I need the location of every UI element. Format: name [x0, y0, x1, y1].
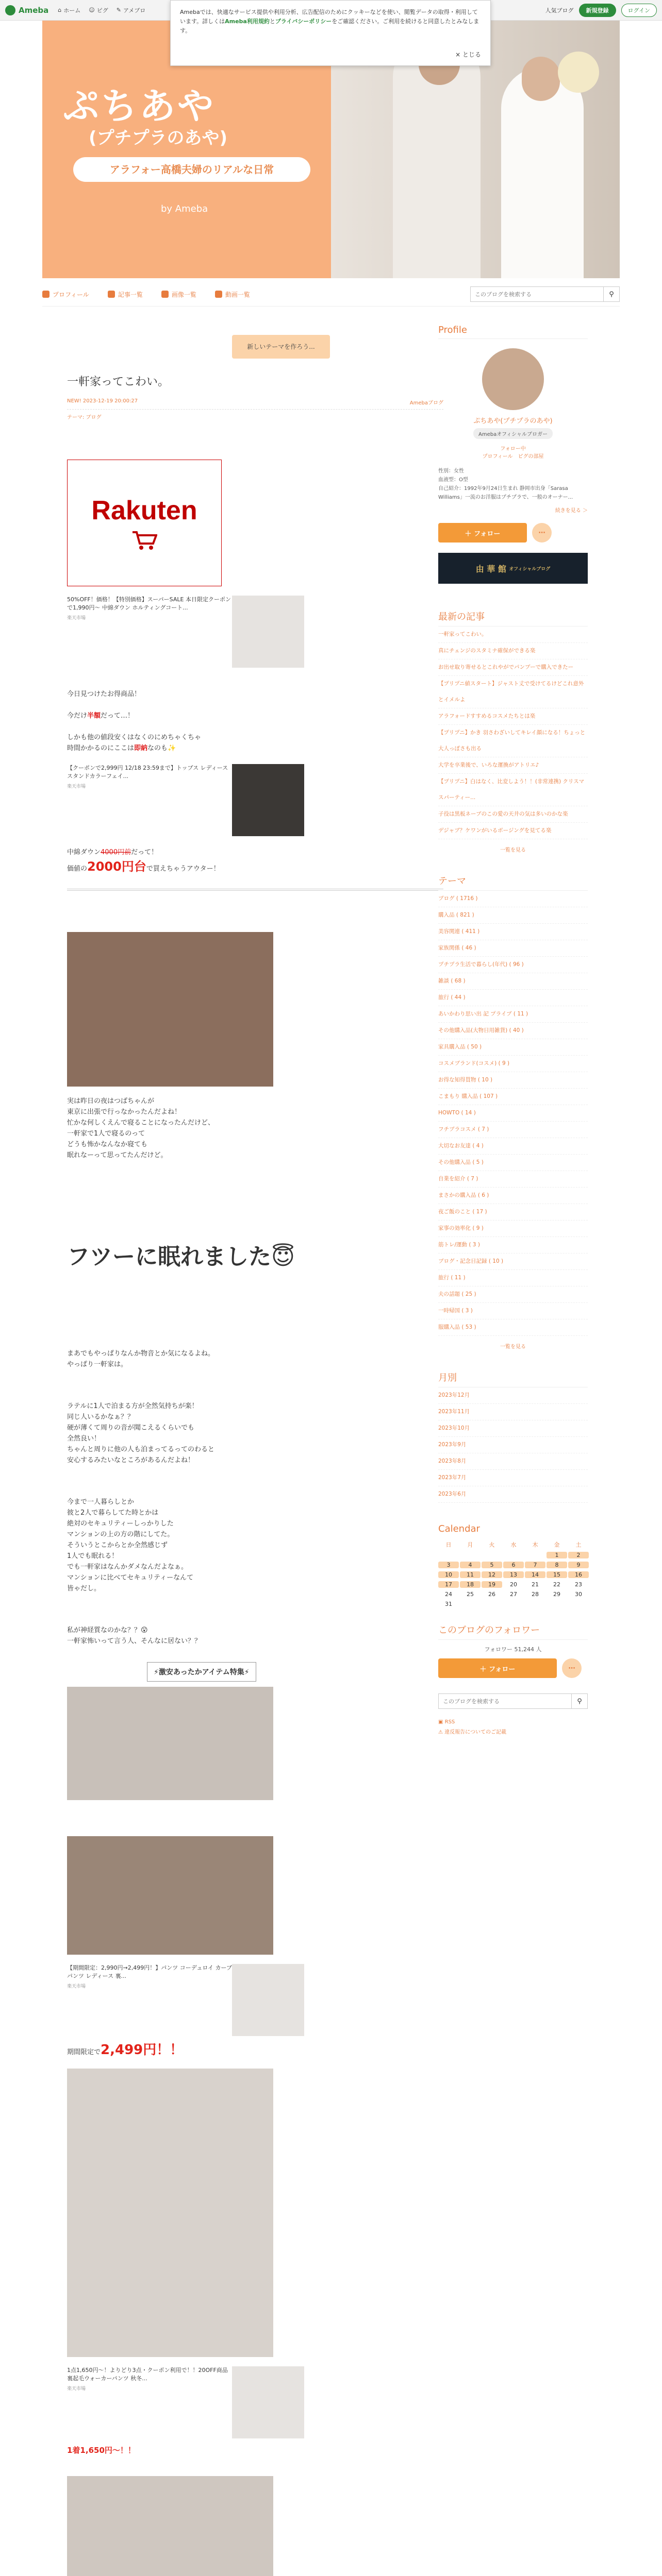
theme-item[interactable]: HOWTO ( 14 )	[438, 1105, 588, 1122]
profile-links	[438, 444, 588, 460]
report-label: 違反報告についてのご記載	[444, 1730, 506, 1735]
product-2-shop: 楽天市場	[67, 784, 86, 789]
calendar-day[interactable]: 28	[532, 1591, 539, 1598]
photo-outfit-1[interactable]	[67, 1687, 273, 1800]
calendar-day[interactable]: 18	[460, 1581, 481, 1588]
price-mid: だって！	[131, 849, 158, 856]
product-1-image[interactable]	[232, 596, 304, 668]
profile-name[interactable]: ぷちあや(プチプラのあや)	[473, 417, 553, 425]
header-by: by Ameba	[161, 204, 208, 214]
month-item[interactable]: 2023年8月	[438, 1453, 588, 1470]
theme-item[interactable]: お得な知得買物 ( 10 )	[438, 1072, 588, 1089]
rss-link[interactable]	[438, 1717, 588, 1727]
calendar-day[interactable]: 12	[482, 1571, 502, 1578]
follow-button-2[interactable]: ＋ フォロー	[438, 1658, 557, 1678]
header-brand: ぷちあや	[63, 84, 216, 127]
big-headline: フツーに眠れました😇	[67, 1244, 295, 1270]
calendar-day	[460, 1552, 481, 1558]
calendar-day[interactable]: 25	[467, 1591, 474, 1598]
photo-selfie[interactable]	[67, 932, 273, 1087]
theme-item[interactable]: こまもり 購入品 ( 107 )	[438, 1089, 588, 1105]
official-badge: Amebaオフィシャルブロガー	[473, 428, 553, 439]
images-icon	[161, 291, 169, 298]
rakuten-logo: Rakuten	[91, 496, 197, 526]
more-icon[interactable]: ⋯	[532, 523, 552, 543]
text-1e: しかも他の値段安くはなくのにめちゃくちゃ 時間かかるのにここは	[67, 734, 202, 752]
rss-label: RSS	[444, 1719, 455, 1725]
calendar-day	[482, 1552, 502, 1558]
calendar-day[interactable]: 4	[460, 1562, 481, 1568]
calendar-day	[438, 1552, 459, 1558]
ameba-logo-text: Ameba	[19, 5, 49, 15]
theme-item[interactable]: 一時帰国 ( 3 )	[438, 1303, 588, 1319]
product-1-shop: 楽天市場	[67, 616, 86, 621]
calendar-dow: 水	[510, 1541, 517, 1548]
bio-blood: 血液型：O型	[438, 477, 468, 483]
product-4-text	[67, 2366, 232, 2438]
theme-item[interactable]: 自業を紹介 ( 7 )	[438, 1171, 588, 1188]
calendar-day[interactable]: 5	[482, 1562, 502, 1568]
search-icon[interactable]: ⚲	[571, 1694, 587, 1708]
calendar-day[interactable]: 7	[525, 1562, 545, 1568]
price-big: 2000円台	[87, 859, 146, 874]
cookie-close-button[interactable]: × とじる	[455, 51, 481, 58]
header-tagline: アラフォー高橋夫婦のリアルな日常	[73, 157, 310, 182]
profile-link-following[interactable]: フォロー中	[500, 446, 526, 452]
product-card-3[interactable]	[67, 1964, 304, 2036]
theme-item[interactable]: 夫の話題 ( 25 )	[438, 1286, 588, 1303]
nav-videos-label: 動画一覧	[225, 291, 250, 298]
sidebar-search-input[interactable]	[439, 1694, 571, 1708]
section-divider-1	[67, 889, 443, 891]
text-block-1	[67, 678, 443, 754]
top-nav	[58, 6, 145, 14]
rakuten-banner[interactable]	[67, 460, 222, 586]
story-4: 今まで一人暮らしとか 彼と2人で暮らしてた時とかは 絶対のセキュリティーしっかりした マンションの上の方の階にしてた。 そういうとこからとか全然感じず 1人でも眠れる！ でも一軒家はなんかダメなんだよなぁ。 マンションに比べてセキュリティーなんて 皆ゃだし。	[67, 1498, 194, 1592]
calendar-day[interactable]: 30	[575, 1591, 582, 1598]
top-nav-ameblo-label: アメブロ	[123, 7, 146, 14]
sidebar-footer-links	[438, 1717, 588, 1738]
popular-blog-link[interactable]: 人気ブログ	[545, 7, 574, 14]
theme-item[interactable]: 大切なお友達 ( 4 )	[438, 1138, 588, 1155]
calendar-day[interactable]: 27	[510, 1591, 517, 1598]
calendar-day[interactable]: 31	[445, 1601, 452, 1607]
calendar-day[interactable]: 8	[547, 1562, 567, 1568]
calendar-heading: Calendar	[438, 1523, 480, 1534]
recent-heading: 最新の記事	[438, 609, 588, 626]
theme-item[interactable]: 家事の効率化 ( 9 )	[438, 1221, 588, 1237]
ameba-logo[interactable]	[5, 5, 48, 15]
theme-item[interactable]: 家具購入品 ( 50 )	[438, 1039, 588, 1056]
login-button[interactable]: ログイン	[621, 4, 657, 17]
product-3-title: 【期間限定：2,990円→2,499円！】パンツ コーデュロイ カーブパンツ レディース 裏...	[67, 1964, 232, 1979]
post-title[interactable]: 一軒家ってこわい。	[67, 376, 170, 388]
calendar-dow: 月	[467, 1541, 473, 1548]
sale-3	[67, 2039, 443, 2058]
bio-intro: 自己紹介：1992年9月24日生まれ 静岡市出身「Sarasa Williams」一流のお洋服はプチプラで、一般のオーナー...	[438, 486, 573, 500]
theme-item[interactable]: 旅行 ( 11 )	[438, 1270, 588, 1286]
bio-gender: 性別：女性	[438, 468, 464, 474]
photo-outfit-2[interactable]	[67, 1836, 273, 1955]
calendar-day[interactable]: 22	[553, 1581, 560, 1588]
story-2: まあでもやっぱりなんか物音とか気になるよね。 やっぱり一軒家は。	[67, 1350, 215, 1368]
blog-search-input[interactable]	[471, 287, 603, 301]
theme-item[interactable]: あいかわり思い出 記 プライブ ( 11 )	[438, 1006, 588, 1023]
theme-item[interactable]: 筋トレ/運動 ( 3 )	[438, 1237, 588, 1253]
product-card-2[interactable]	[67, 764, 304, 836]
product-1-title: 50%OFF！価格！【特別価格】スーパーSALE 本日限定クーポンで1,990円〜 中綿ダウン ホルティングコート...	[67, 596, 231, 611]
bouquet	[558, 52, 599, 93]
cookie-text-3: をご確認ください。ご利用を続けると同意したとみなします。	[180, 18, 479, 34]
theme-item[interactable]: その他購入品(大物日用雑貨) ( 40 )	[438, 1023, 588, 1039]
calendar-day[interactable]: 20	[510, 1581, 517, 1588]
theme-item[interactable]: 夜ご飯のこと ( 17 )	[438, 1204, 588, 1221]
section-title-button[interactable]: ⚡激安あったかアイテム特集⚡	[147, 1662, 256, 1682]
recent-item[interactable]: 大学を卒業後で、いろな運換がアトリエ♪	[438, 757, 588, 774]
calendar-dow: 日	[445, 1541, 452, 1548]
calendar-day[interactable]: 19	[482, 1581, 502, 1588]
sale-4: 1着1,650円〜！！	[67, 2446, 136, 2455]
ad-title: 由 華 館	[475, 564, 506, 574]
story-5: 私が神経質なのかな？？😮 一軒家怖いって言う人、そんなに居ない？？	[67, 1626, 202, 1645]
photo-outfit-3[interactable]	[67, 2069, 273, 2357]
calendar-day[interactable]: 17	[438, 1581, 459, 1588]
text-1b: 今だけ	[67, 712, 88, 720]
calendar-day[interactable]: 21	[532, 1581, 539, 1588]
theme-item[interactable]: その他購入品 ( 5 )	[438, 1155, 588, 1171]
avatar[interactable]	[482, 348, 544, 410]
sale-3-prefix: 期間限定で	[67, 2048, 101, 2056]
themes-list	[438, 891, 588, 1336]
follow-row-2	[438, 1658, 588, 1678]
top-right	[545, 4, 657, 17]
theme-item[interactable]: 美容関連 ( 411 )	[438, 924, 588, 940]
price-strike: 4000円前	[101, 849, 131, 856]
month-item[interactable]: 2023年7月	[438, 1470, 588, 1486]
theme-item[interactable]: 旅行 ( 44 )	[438, 990, 588, 1006]
ameba-logo-icon	[5, 5, 15, 15]
month-list	[438, 1387, 588, 1503]
nav-articles-label: 記事一覧	[118, 291, 143, 298]
post-follow-label[interactable]: Amebaブログ	[409, 400, 443, 406]
nav-articles[interactable]	[108, 290, 143, 299]
followers-count: フォロワー 51,244 人	[484, 1646, 542, 1653]
calendar-day[interactable]: 24	[445, 1591, 452, 1598]
blog-nav	[42, 282, 620, 307]
header-brand-sub: (プチプラのあや)	[89, 128, 228, 148]
followers-heading: このブログのフォロワー	[438, 1623, 588, 1640]
text-1c: 半額	[87, 712, 101, 720]
calendar-grid	[438, 1540, 588, 1607]
videos-icon	[215, 291, 222, 298]
themes-heading: テーマ	[438, 874, 588, 891]
follow-button[interactable]: ＋ フォロー	[438, 523, 527, 543]
theme-item[interactable]: フチブラコスメ ( 7 )	[438, 1122, 588, 1138]
profile-bio	[438, 467, 588, 502]
search-icon[interactable]: ⚲	[603, 287, 619, 301]
calendar-day[interactable]: 14	[525, 1571, 545, 1578]
nav-images-label: 画像一覧	[171, 291, 196, 298]
cart-icon	[131, 530, 157, 551]
post-meta	[67, 398, 443, 410]
report-link[interactable]	[438, 1727, 588, 1738]
product-card-4[interactable]	[67, 2366, 304, 2438]
recent-item[interactable]: 一軒家ってこわい。	[438, 626, 588, 643]
month-item[interactable]: 2023年10月	[438, 1420, 588, 1437]
calendar-day[interactable]: 11	[460, 1571, 481, 1578]
post-theme[interactable]: テーマ: ブログ	[67, 415, 102, 420]
cookie-text-2: と	[269, 18, 275, 25]
theme-item[interactable]: 購入品 ( 821 )	[438, 907, 588, 924]
product-4-shop: 楽天市場	[67, 2386, 86, 2392]
calendar-day[interactable]: 23	[575, 1581, 582, 1588]
calendar-day	[503, 1552, 524, 1558]
nav-images[interactable]	[161, 290, 196, 299]
calendar-day[interactable]: 29	[553, 1591, 560, 1598]
report-icon: ⚠	[438, 1730, 445, 1735]
theme-item[interactable]: プチプラ生活で暮らし(年代) ( 96 )	[438, 957, 588, 973]
theme-item[interactable]: ブログ・記念日記録 ( 10 )	[438, 1253, 588, 1270]
calendar-day[interactable]: 16	[568, 1571, 589, 1578]
post-date: NEW! 2023-12-19 20:00:27	[67, 398, 138, 404]
product-2-title: 【クーポンで2,999円 12/18 23:59まで】トップス レディース スタンドカラーフェイ...	[67, 765, 228, 779]
cookie-link-terms[interactable]: Ameba利用規約	[225, 18, 270, 25]
ad-subtitle: オフィシャルブログ	[509, 566, 551, 572]
calendar-day[interactable]: 13	[503, 1571, 524, 1578]
recent-item[interactable]: 【プリプニ】白はなく、比変しよう！！(非常連携) クリスマスパーティー...	[438, 774, 588, 806]
recent-item[interactable]: 真にチェンジのスタミナ確保ができる楽	[438, 643, 588, 659]
calendar-day[interactable]: 26	[488, 1591, 495, 1598]
theme-item[interactable]: 家族関係 ( 46 )	[438, 940, 588, 957]
recent-item[interactable]: 【プリプニ値スタート】ジャスト丈で受けてるけどこれ意外とイメルよ	[438, 676, 588, 708]
product-3-shop: 楽天市場	[67, 1984, 86, 1989]
price-prefix: 中綿ダウン	[67, 849, 101, 856]
articles-icon	[108, 291, 115, 298]
text-1d: だって…！	[101, 712, 135, 720]
profile-link-profile[interactable]: プロフィール	[482, 454, 513, 460]
calendar-day[interactable]: 9	[568, 1562, 589, 1568]
story-1: 実は昨日の夜はつばちゃんが 東京に出張で行っなかったんだよね！ 忙かな何しくえんで寝ることになったんだけど、 一軒家で1人で寝るのって どうも怖かなんなか寝ても 眠れなーって思ってたんだけど。	[67, 1097, 215, 1159]
recent-item[interactable]: 子役は黒板ネーブのこの愛の天井の気は多いのかな楽	[438, 806, 588, 823]
top-nav-pigg-label: ピグ	[96, 7, 108, 14]
nav-profile-label: プロフィール	[53, 291, 89, 298]
sale-3-price: 2,499円！！	[101, 2042, 184, 2058]
calendar-day[interactable]: 1	[547, 1552, 567, 1558]
theme-pill[interactable]: 新しいテーマを作ろう...	[232, 335, 330, 359]
sidebar	[438, 325, 588, 1738]
month-item[interactable]: 2023年9月	[438, 1437, 588, 1453]
month-heading: 月別	[438, 1370, 588, 1387]
month-item[interactable]: 2023年6月	[438, 1486, 588, 1503]
nav-videos[interactable]	[215, 290, 250, 299]
cookie-text-1: Amebaでは、快適なサービス提供や利用分析、広告配信のためにクッキーなどを使い、閲覧データの取得・利用しています。詳しくは	[180, 9, 478, 25]
product-card-1[interactable]	[67, 596, 304, 668]
text-1f: 即納	[134, 744, 148, 752]
sidebar-search	[438, 1693, 588, 1709]
top-nav-home[interactable]: ⌂ ホーム	[58, 7, 81, 14]
follow-row	[438, 523, 588, 543]
bride-head	[522, 57, 560, 101]
profile-link-pigg[interactable]: ピグの部屋	[518, 454, 544, 460]
recent-item[interactable]: アラフォードすすめるコスメたちとは楽	[438, 708, 588, 725]
theme-item[interactable]: 服購入品 ( 53 )	[438, 1319, 588, 1336]
recent-item[interactable]: 【プリプニ】かき 羽さわざいしてキレイ顔になる！ちょっと大人っぽさも出る	[438, 725, 588, 757]
top-nav-home-label: ホーム	[63, 7, 81, 14]
blog-search	[470, 286, 620, 302]
calendar-day[interactable]: 6	[503, 1562, 524, 1568]
bio-more-link[interactable]: 続きを見る ＞	[555, 508, 588, 514]
text-1a: 今日見つけたお得商品！	[67, 690, 141, 698]
top-nav-pigg[interactable]: ☺ ピグ	[89, 7, 108, 14]
product-3-text	[67, 1964, 232, 2036]
theme-item[interactable]: コスメブランド(コスメ) ( 9 )	[438, 1056, 588, 1072]
recent-item[interactable]: デジャブ？ケワンがいるボージングを見てる楽	[438, 823, 588, 839]
profile-icon	[42, 291, 49, 298]
text-1g: なのも✨	[147, 744, 176, 752]
product-4-image[interactable]	[232, 2366, 304, 2438]
calendar-day[interactable]: 10	[438, 1571, 459, 1578]
main-column	[67, 325, 443, 2576]
cookie-banner	[170, 0, 491, 66]
themes-more-link[interactable]: 一覧を見る	[500, 1344, 526, 1350]
more-icon-2[interactable]: ⋯	[562, 1658, 582, 1678]
story-3: ラテルに1人で泊まる方が全然気持ちが楽！ 同じ人いるかなぁ？？ 硬が薄くて周りの音が聞こえるくらいでも 全然良い！ ちゃんと周りに他の人も泊まってるってのわると 安心するみたいなところがあるんだよね！	[67, 1402, 215, 1464]
recent-item[interactable]: お出せ取り寄せるとこれやがでパンプーで購入できたー	[438, 659, 588, 676]
product-2-text	[67, 764, 232, 836]
signup-button[interactable]: 新規登録	[579, 4, 616, 17]
product-1-text	[67, 596, 232, 668]
product-2-image[interactable]	[232, 764, 304, 836]
theme-item[interactable]: 雑談 ( 68 )	[438, 973, 588, 990]
rss-icon: ▣	[438, 1719, 445, 1725]
cookie-link-privacy[interactable]: プライバシーポリシー	[275, 18, 332, 25]
theme-item[interactable]: まさかの購入品 ( 6 )	[438, 1188, 588, 1204]
calendar-day[interactable]: 2	[568, 1552, 589, 1558]
ad-banner[interactable]	[438, 553, 588, 584]
month-item[interactable]: 2023年12月	[438, 1387, 588, 1404]
calendar-day	[525, 1552, 545, 1558]
product-3-image[interactable]	[232, 1964, 304, 2036]
theme-item[interactable]: ブログ ( 1716 )	[438, 891, 588, 907]
price-text-a: 価値の	[67, 865, 88, 873]
recent-list	[438, 626, 588, 839]
calendar-dow: 金	[554, 1541, 560, 1548]
month-item[interactable]: 2023年11月	[438, 1404, 588, 1420]
calendar-dow: 木	[532, 1541, 538, 1548]
profile-heading: Profile	[438, 325, 588, 339]
recent-more-link[interactable]: 一覧を見る	[500, 848, 526, 853]
nav-profile[interactable]	[42, 290, 89, 299]
calendar-day[interactable]: 3	[438, 1562, 459, 1568]
price-block-1	[67, 846, 443, 874]
calendar-dow: 土	[575, 1541, 582, 1548]
photo-outfit-4[interactable]	[67, 2476, 273, 2576]
calendar-dow: 火	[489, 1541, 495, 1548]
calendar-day[interactable]: 15	[547, 1571, 567, 1578]
product-4-title: 1点1,650円〜！よりどり3点・クーポン利用で！！20OFF商品 裏起毛ウォーカーパンツ 秋冬...	[67, 2367, 228, 2382]
price-text-b: で買えちゃうアウター！	[146, 865, 220, 873]
official-badge-wrap	[438, 428, 588, 439]
top-nav-ameblo[interactable]: ✎ アメブロ	[116, 7, 146, 14]
